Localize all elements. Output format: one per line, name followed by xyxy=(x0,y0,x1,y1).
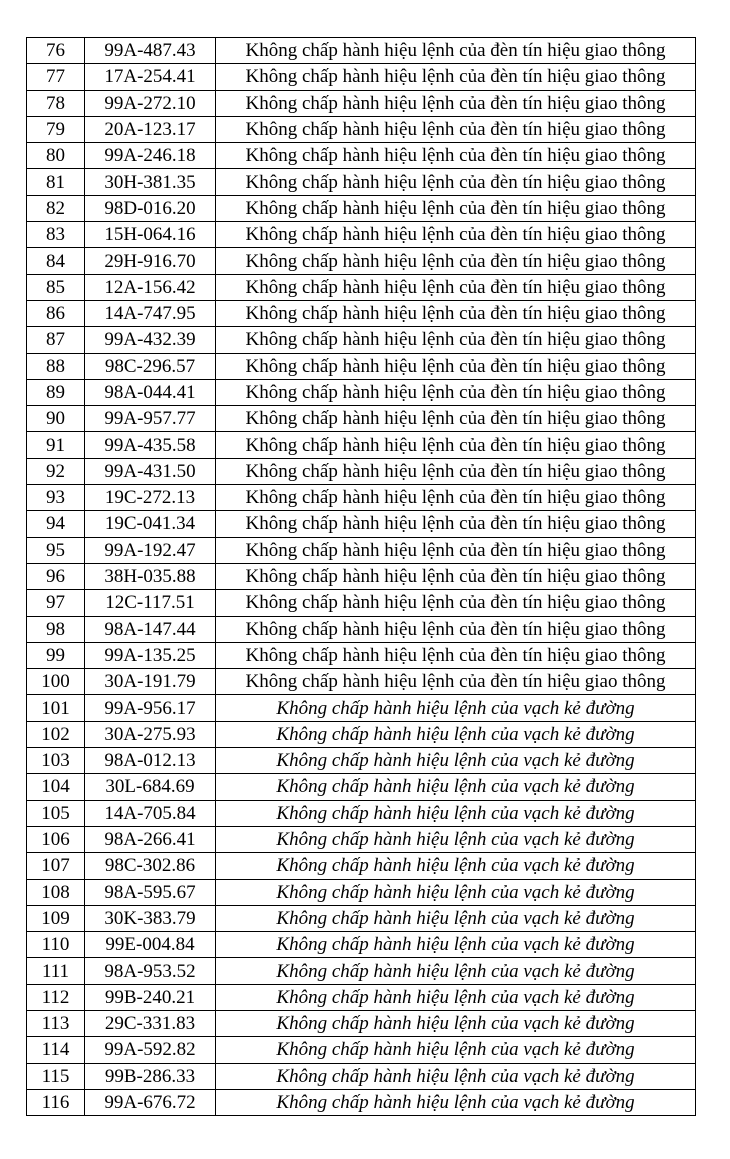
table-row xyxy=(27,1063,696,1089)
violation-description-cell: Không chấp hành hiệu lệnh của đèn tín hiệu giao thông xyxy=(216,38,696,64)
violation-description-cell: Không chấp hành hiệu lệnh của vạch kẻ đường xyxy=(216,826,696,852)
violation-description-cell: Không chấp hành hiệu lệnh của vạch kẻ đường xyxy=(216,721,696,747)
table-row xyxy=(27,642,696,668)
violation-description-cell: Không chấp hành hiệu lệnh của đèn tín hiệu giao thông xyxy=(216,590,696,616)
violation-description-cell: Không chấp hành hiệu lệnh của đèn tín hiệu giao thông xyxy=(216,406,696,432)
license-plate-cell: 98A-147.44 xyxy=(85,616,216,642)
license-plate-cell: 99A-592.82 xyxy=(85,1037,216,1063)
row-number-cell: 115 xyxy=(27,1063,85,1089)
table-row xyxy=(27,458,696,484)
violation-description-cell: Không chấp hành hiệu lệnh của vạch kẻ đường xyxy=(216,1010,696,1036)
row-number-cell: 81 xyxy=(27,169,85,195)
violation-description-cell: Không chấp hành hiệu lệnh của vạch kẻ đường xyxy=(216,1089,696,1115)
table-row xyxy=(27,590,696,616)
violation-description-cell: Không chấp hành hiệu lệnh của đèn tín hiệu giao thông xyxy=(216,379,696,405)
violation-description-cell: Không chấp hành hiệu lệnh của đèn tín hiệu giao thông xyxy=(216,485,696,511)
row-number-cell: 113 xyxy=(27,1010,85,1036)
row-number-cell: 84 xyxy=(27,248,85,274)
license-plate-cell: 38H-035.88 xyxy=(85,563,216,589)
license-plate-cell: 99B-286.33 xyxy=(85,1063,216,1089)
table-row xyxy=(27,800,696,826)
license-plate-cell: 99A-676.72 xyxy=(85,1089,216,1115)
violation-description-cell: Không chấp hành hiệu lệnh của vạch kẻ đường xyxy=(216,1063,696,1089)
violation-description-cell: Không chấp hành hiệu lệnh của vạch kẻ đường xyxy=(216,1037,696,1063)
license-plate-cell: 99A-192.47 xyxy=(85,537,216,563)
license-plate-cell: 99A-435.58 xyxy=(85,432,216,458)
license-plate-cell: 30H-381.35 xyxy=(85,169,216,195)
violation-description-cell: Không chấp hành hiệu lệnh của đèn tín hiệu giao thông xyxy=(216,195,696,221)
table-row xyxy=(27,932,696,958)
violation-description-cell: Không chấp hành hiệu lệnh của vạch kẻ đường xyxy=(216,905,696,931)
row-number-cell: 80 xyxy=(27,143,85,169)
license-plate-cell: 30A-275.93 xyxy=(85,721,216,747)
table-row xyxy=(27,116,696,142)
row-number-cell: 105 xyxy=(27,800,85,826)
violation-description-cell: Không chấp hành hiệu lệnh của đèn tín hiệu giao thông xyxy=(216,64,696,90)
license-plate-cell: 99B-240.21 xyxy=(85,984,216,1010)
row-number-cell: 88 xyxy=(27,353,85,379)
row-number-cell: 83 xyxy=(27,222,85,248)
violation-description-cell: Không chấp hành hiệu lệnh của đèn tín hiệu giao thông xyxy=(216,169,696,195)
violation-description-cell: Không chấp hành hiệu lệnh của đèn tín hiệu giao thông xyxy=(216,353,696,379)
row-number-cell: 76 xyxy=(27,38,85,64)
table-row xyxy=(27,195,696,221)
violation-description-cell: Không chấp hành hiệu lệnh của đèn tín hiệu giao thông xyxy=(216,642,696,668)
row-number-cell: 86 xyxy=(27,300,85,326)
row-number-cell: 103 xyxy=(27,748,85,774)
table-row xyxy=(27,327,696,353)
row-number-cell: 79 xyxy=(27,116,85,142)
row-number-cell: 102 xyxy=(27,721,85,747)
table-row xyxy=(27,38,696,64)
license-plate-cell: 29C-331.83 xyxy=(85,1010,216,1036)
table-row xyxy=(27,90,696,116)
license-plate-cell: 99A-272.10 xyxy=(85,90,216,116)
license-plate-cell: 30K-383.79 xyxy=(85,905,216,931)
table-row xyxy=(27,669,696,695)
row-number-cell: 82 xyxy=(27,195,85,221)
license-plate-cell: 98A-012.13 xyxy=(85,748,216,774)
row-number-cell: 78 xyxy=(27,90,85,116)
row-number-cell: 97 xyxy=(27,590,85,616)
table-row xyxy=(27,379,696,405)
license-plate-cell: 98D-016.20 xyxy=(85,195,216,221)
table-row xyxy=(27,905,696,931)
license-plate-cell: 98C-296.57 xyxy=(85,353,216,379)
table-row xyxy=(27,879,696,905)
table-row xyxy=(27,248,696,274)
violation-description-cell: Không chấp hành hiệu lệnh của đèn tín hiệu giao thông xyxy=(216,116,696,142)
table-row xyxy=(27,143,696,169)
violation-description-cell: Không chấp hành hiệu lệnh của vạch kẻ đường xyxy=(216,958,696,984)
license-plate-cell: 17A-254.41 xyxy=(85,64,216,90)
table-row xyxy=(27,748,696,774)
license-plate-cell: 30L-684.69 xyxy=(85,774,216,800)
license-plate-cell: 14A-705.84 xyxy=(85,800,216,826)
row-number-cell: 111 xyxy=(27,958,85,984)
violation-description-cell: Không chấp hành hiệu lệnh của vạch kẻ đường xyxy=(216,800,696,826)
row-number-cell: 96 xyxy=(27,563,85,589)
license-plate-cell: 99A-957.77 xyxy=(85,406,216,432)
row-number-cell: 99 xyxy=(27,642,85,668)
license-plate-cell: 19C-041.34 xyxy=(85,511,216,537)
violation-description-cell: Không chấp hành hiệu lệnh của đèn tín hiệu giao thông xyxy=(216,563,696,589)
violation-description-cell: Không chấp hành hiệu lệnh của đèn tín hiệu giao thông xyxy=(216,327,696,353)
table-row xyxy=(27,169,696,195)
license-plate-cell: 99A-135.25 xyxy=(85,642,216,668)
table-row xyxy=(27,695,696,721)
violation-description-cell: Không chấp hành hiệu lệnh của đèn tín hiệu giao thông xyxy=(216,616,696,642)
table-row xyxy=(27,353,696,379)
license-plate-cell: 99A-432.39 xyxy=(85,327,216,353)
license-plate-cell: 30A-191.79 xyxy=(85,669,216,695)
violation-description-cell: Không chấp hành hiệu lệnh của vạch kẻ đường xyxy=(216,748,696,774)
table-row xyxy=(27,485,696,511)
table-row xyxy=(27,537,696,563)
table-row xyxy=(27,853,696,879)
table-row xyxy=(27,64,696,90)
row-number-cell: 94 xyxy=(27,511,85,537)
violation-description-cell: Không chấp hành hiệu lệnh của vạch kẻ đường xyxy=(216,984,696,1010)
table-row xyxy=(27,511,696,537)
row-number-cell: 116 xyxy=(27,1089,85,1115)
license-plate-cell: 14A-747.95 xyxy=(85,300,216,326)
license-plate-cell: 98A-266.41 xyxy=(85,826,216,852)
row-number-cell: 110 xyxy=(27,932,85,958)
row-number-cell: 114 xyxy=(27,1037,85,1063)
license-plate-cell: 19C-272.13 xyxy=(85,485,216,511)
table-row xyxy=(27,958,696,984)
table-row xyxy=(27,432,696,458)
row-number-cell: 90 xyxy=(27,406,85,432)
table-row xyxy=(27,1089,696,1115)
row-number-cell: 85 xyxy=(27,274,85,300)
table-row xyxy=(27,616,696,642)
row-number-cell: 100 xyxy=(27,669,85,695)
license-plate-cell: 98A-595.67 xyxy=(85,879,216,905)
license-plate-cell: 12C-117.51 xyxy=(85,590,216,616)
violation-description-cell: Không chấp hành hiệu lệnh của đèn tín hiệu giao thông xyxy=(216,511,696,537)
row-number-cell: 92 xyxy=(27,458,85,484)
table-row xyxy=(27,1037,696,1063)
license-plate-cell: 98A-953.52 xyxy=(85,958,216,984)
row-number-cell: 106 xyxy=(27,826,85,852)
license-plate-cell: 98C-302.86 xyxy=(85,853,216,879)
row-number-cell: 107 xyxy=(27,853,85,879)
license-plate-cell: 99A-246.18 xyxy=(85,143,216,169)
table-row xyxy=(27,274,696,300)
violation-description-cell: Không chấp hành hiệu lệnh của đèn tín hiệu giao thông xyxy=(216,222,696,248)
row-number-cell: 101 xyxy=(27,695,85,721)
license-plate-cell: 99A-956.17 xyxy=(85,695,216,721)
row-number-cell: 91 xyxy=(27,432,85,458)
row-number-cell: 87 xyxy=(27,327,85,353)
table-row xyxy=(27,222,696,248)
table-row xyxy=(27,984,696,1010)
table-row xyxy=(27,563,696,589)
license-plate-cell: 99A-431.50 xyxy=(85,458,216,484)
table-row xyxy=(27,1010,696,1036)
violation-description-cell: Không chấp hành hiệu lệnh của đèn tín hiệu giao thông xyxy=(216,669,696,695)
violation-description-cell: Không chấp hành hiệu lệnh của đèn tín hiệu giao thông xyxy=(216,143,696,169)
row-number-cell: 98 xyxy=(27,616,85,642)
table-row xyxy=(27,774,696,800)
row-number-cell: 108 xyxy=(27,879,85,905)
violations-table-body xyxy=(27,38,696,1116)
row-number-cell: 104 xyxy=(27,774,85,800)
row-number-cell: 109 xyxy=(27,905,85,931)
violation-description-cell: Không chấp hành hiệu lệnh của đèn tín hiệu giao thông xyxy=(216,537,696,563)
license-plate-cell: 99E-004.84 xyxy=(85,932,216,958)
violation-description-cell: Không chấp hành hiệu lệnh của vạch kẻ đường xyxy=(216,932,696,958)
violation-description-cell: Không chấp hành hiệu lệnh của đèn tín hiệu giao thông xyxy=(216,90,696,116)
violation-description-cell: Không chấp hành hiệu lệnh của đèn tín hiệu giao thông xyxy=(216,300,696,326)
violation-description-cell: Không chấp hành hiệu lệnh của đèn tín hiệu giao thông xyxy=(216,458,696,484)
license-plate-cell: 12A-156.42 xyxy=(85,274,216,300)
license-plate-cell: 15H-064.16 xyxy=(85,222,216,248)
license-plate-cell: 20A-123.17 xyxy=(85,116,216,142)
violation-description-cell: Không chấp hành hiệu lệnh của vạch kẻ đường xyxy=(216,774,696,800)
license-plate-cell: 99A-487.43 xyxy=(85,38,216,64)
violation-description-cell: Không chấp hành hiệu lệnh của vạch kẻ đường xyxy=(216,695,696,721)
row-number-cell: 77 xyxy=(27,64,85,90)
table-row xyxy=(27,721,696,747)
row-number-cell: 112 xyxy=(27,984,85,1010)
violation-description-cell: Không chấp hành hiệu lệnh của đèn tín hiệu giao thông xyxy=(216,248,696,274)
violations-table xyxy=(26,37,696,1116)
row-number-cell: 89 xyxy=(27,379,85,405)
violation-description-cell: Không chấp hành hiệu lệnh của đèn tín hiệu giao thông xyxy=(216,432,696,458)
table-row xyxy=(27,826,696,852)
license-plate-cell: 98A-044.41 xyxy=(85,379,216,405)
row-number-cell: 95 xyxy=(27,537,85,563)
license-plate-cell: 29H-916.70 xyxy=(85,248,216,274)
table-row xyxy=(27,300,696,326)
violation-description-cell: Không chấp hành hiệu lệnh của vạch kẻ đường xyxy=(216,879,696,905)
violation-description-cell: Không chấp hành hiệu lệnh của đèn tín hiệu giao thông xyxy=(216,274,696,300)
violation-description-cell: Không chấp hành hiệu lệnh của vạch kẻ đường xyxy=(216,853,696,879)
row-number-cell: 93 xyxy=(27,485,85,511)
table-row xyxy=(27,406,696,432)
